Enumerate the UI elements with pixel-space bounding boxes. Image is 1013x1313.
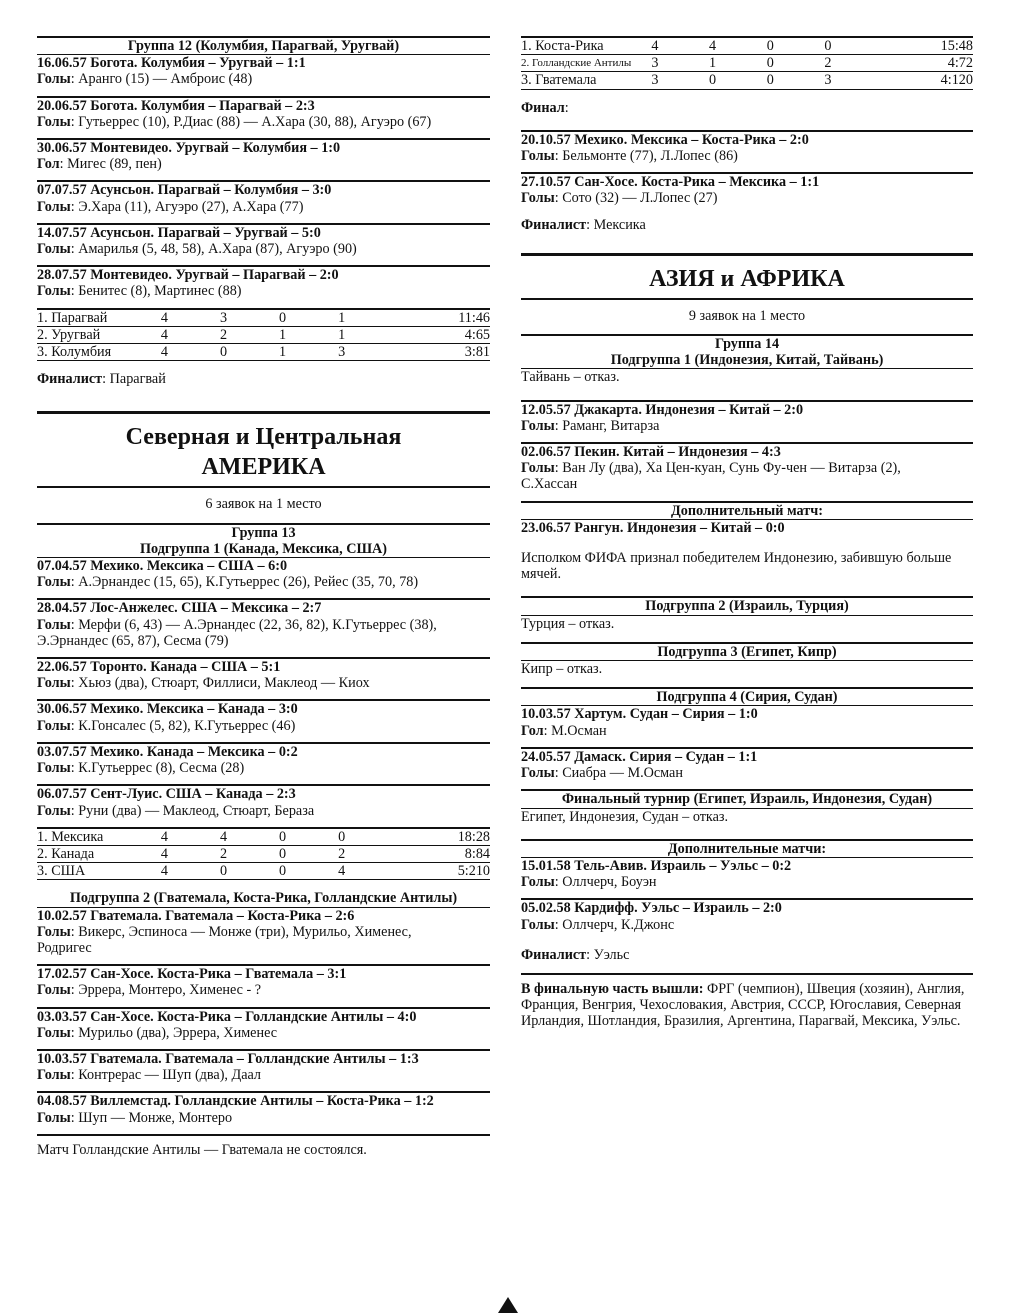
match-header: 17.02.57 Сан-Хосе. Коста-Рика – Гватемала – 3:1 — [37, 966, 347, 983]
match-header: 12.05.57 Джакарта. Индонезия – Китай – 2:0 — [521, 401, 804, 418]
played: 4 — [160, 863, 168, 880]
match-goals — [37, 1110, 490, 1126]
table-row — [521, 38, 973, 55]
match-goals — [37, 283, 490, 299]
goals-text: : К.Гутьеррес (8), Сесма (28) — [70, 760, 245, 777]
losses: 1 — [338, 309, 346, 326]
goals: 4:7 — [947, 55, 966, 72]
team-name: 2. Голландские Антилы — [521, 57, 632, 70]
match-block — [37, 742, 490, 776]
match-block — [37, 784, 490, 818]
played: 3 — [651, 55, 659, 72]
losses: 0 — [824, 38, 832, 54]
table-row — [521, 72, 973, 89]
losses: 1 — [338, 326, 346, 343]
goals-text: : Ван Лу (два), Ха Цен-куан, Сунь Фу-чен — Витарза (2), — [554, 460, 901, 477]
match-header: 23.06.57 Рангун. Индонезия – Китай – 0:0 — [521, 519, 785, 536]
qualified-list: ФРГ (чемпион), Швеция (хозяин), Англия, Франция, Венгрия, Чехословакия, Австрия, СССР, Югославия, Северная Ирландия, Шотландия, Бразилия, Аргентина, Парагвай, Мексика, Уэльс. — [521, 980, 965, 1030]
points: 1 — [482, 344, 491, 361]
match-header: 14.07.57 Асунсьон. Парагвай – Уругвай – 5:0 — [37, 224, 321, 241]
goals-label: Голы — [37, 802, 71, 819]
goals-label: Голы — [37, 198, 71, 215]
team-name: 2. Канада — [37, 845, 95, 862]
goals-text: : Оллчерч, К.Джонс — [554, 916, 675, 933]
match-block — [521, 172, 973, 206]
goals-label: Голы — [521, 148, 555, 165]
goals-label: Гол — [37, 156, 60, 173]
draws: 0 — [279, 845, 287, 862]
match-goals — [37, 982, 490, 998]
match-block — [521, 400, 973, 434]
goals-label: Голы — [521, 874, 555, 891]
goals-label: Голы — [37, 675, 71, 692]
goals: 8:8 — [464, 845, 483, 862]
goals-label: Голы — [37, 1024, 71, 1041]
match-header: 03.07.57 Мехико. Канада – Мексика – 0:2 — [37, 743, 298, 760]
match-goals — [37, 199, 490, 215]
region-subtitle: 9 заявок на 1 место — [688, 307, 806, 324]
points: 0 — [965, 72, 973, 89]
match-goals — [37, 114, 490, 130]
points: 2 — [965, 55, 973, 72]
goals: 18:2 — [457, 828, 483, 845]
match-block — [37, 657, 490, 691]
region-title: АЗИЯ и АФРИКА — [649, 265, 845, 292]
summary-block — [521, 973, 973, 1030]
match-goals — [37, 71, 490, 87]
losses: 2 — [338, 845, 346, 862]
region-subtitle: 6 заявок на 1 место — [205, 496, 322, 513]
match-block — [37, 598, 490, 649]
match-block — [37, 96, 490, 130]
goals-text: : Оллчерч, Боуэн — [554, 874, 657, 891]
team-name: 1. Коста-Рика — [521, 38, 604, 54]
losses: 3 — [824, 72, 832, 89]
match-goals — [521, 874, 973, 890]
goals-label: Голы — [37, 1067, 71, 1084]
match-header: 28.04.57 Лос-Анжелес. США – Мексика – 2:7 — [37, 600, 322, 617]
played: 4 — [160, 344, 168, 361]
subgroup-title: Подгруппа 4 (Сирия, Судан) — [521, 689, 973, 706]
match-goals — [37, 1067, 490, 1083]
qualified-teams — [521, 981, 973, 1030]
match-header: 20.10.57 Мехико. Мексика – Коста-Рика – 2:0 — [521, 131, 809, 148]
goals-label: Гол — [521, 722, 544, 739]
match-header: 06.07.57 Сент-Луис. США – Канада – 2:3 — [37, 786, 296, 803]
final-tournament-section — [521, 789, 973, 824]
points: 8 — [965, 38, 973, 54]
played: 4 — [160, 326, 168, 343]
region-title-line2: АМЕРИКА — [201, 454, 326, 481]
goals: 5:21 — [457, 863, 483, 880]
match-goals — [37, 574, 490, 590]
match-note: Матч Голландские Антилы — Гватемала не состоялся. — [37, 1141, 367, 1158]
goals-label: Голы — [521, 765, 555, 782]
goals-text: : Эррера, Монтеро, Хименес - ? — [70, 982, 262, 999]
finalist-value: : Парагвай — [102, 371, 166, 388]
goals-text: : Мерфи (6, 43) — А.Эрнандес (22, 36, 82), К.Гутьеррес (38), — [70, 616, 437, 633]
wins: 0 — [709, 72, 717, 89]
goals-text: : А.Эрнандес (15, 65), К.Гутьеррес (26), Рейес (35, 70, 78) — [70, 574, 419, 591]
losses: 3 — [338, 344, 346, 361]
played: 4 — [160, 309, 168, 326]
match-goals — [37, 924, 490, 940]
match-block — [37, 964, 490, 998]
draws: 0 — [279, 309, 287, 326]
draws: 0 — [766, 38, 774, 54]
qualified-label: В финальную часть вышли: — [521, 980, 704, 997]
match-block — [37, 1091, 490, 1125]
goals-text: : Мигес (89, пен) — [59, 156, 162, 173]
wins: 0 — [219, 863, 228, 880]
subgroup2-section — [37, 890, 490, 956]
goals-label: Голы — [521, 460, 555, 477]
goals-text: : Бенитес (8), Мартинес (88) — [70, 283, 242, 300]
match-block — [37, 1007, 490, 1041]
match-block — [37, 265, 490, 299]
match-goals — [37, 156, 490, 172]
finalist-label: Финалист — [521, 216, 587, 233]
played: 4 — [160, 845, 168, 862]
goals: 15:4 — [940, 38, 966, 54]
goals-label: Голы — [521, 916, 555, 933]
goals-label: Голы — [37, 574, 71, 591]
played: 4 — [160, 828, 168, 845]
table-row — [37, 327, 490, 344]
match-block — [521, 442, 973, 493]
team-name: 1. Мексика — [37, 828, 104, 845]
match-header: 16.06.57 Богота. Колумбия – Уругвай – 1:1 — [37, 55, 306, 72]
match-header: 07.04.57 Мехико. Мексика – США – 6:0 — [37, 558, 288, 575]
goals: 11:4 — [458, 309, 483, 326]
note-block — [37, 1134, 490, 1158]
goals-label: Голы — [37, 241, 71, 258]
goals-text: : М.Осман — [543, 722, 607, 739]
table-row — [37, 863, 490, 880]
goals-continued: С.Хассан — [521, 476, 578, 493]
goals-text: : Амарилья (5, 48, 58), А.Хара (87), Агуэро (90) — [70, 241, 357, 258]
match-header: 22.06.57 Торонто. Канада – США – 5:1 — [37, 659, 281, 676]
goals-label: Голы — [37, 760, 71, 777]
points: 4 — [482, 845, 491, 862]
subgroup4-section — [521, 687, 973, 739]
match-header: 02.06.57 Пекин. Китай – Индонезия – 4:3 — [521, 444, 781, 461]
extra-matches-section — [521, 839, 973, 891]
table-row — [37, 846, 490, 863]
divider — [521, 253, 973, 256]
goals-text: : Аранго (15) — Амброис (48) — [70, 71, 253, 88]
points: 8 — [482, 828, 491, 845]
team-name: 3. США — [37, 863, 86, 880]
draws: 1 — [279, 326, 287, 343]
team-name: 3. Колумбия — [37, 344, 112, 361]
draws: 0 — [766, 72, 774, 89]
goals-text: : Викерс, Эспиноса — Монже (три), Мурильо, Хименес, — [70, 923, 412, 940]
match-block — [37, 699, 490, 733]
finalist — [37, 371, 490, 387]
match-header: 10.02.57 Гватемала. Гватемала – Коста-Рика – 2:6 — [37, 907, 355, 924]
divider — [37, 486, 490, 488]
group13-section — [37, 523, 490, 591]
finalist — [521, 947, 973, 963]
fifa-note: Исполком ФИФА признал победителем Индонезию, забившую больше мячей. — [521, 550, 952, 583]
draws: 0 — [279, 863, 287, 880]
subgroup-title: Подгруппа 1 (Канада, Мексика, США) — [37, 541, 490, 558]
finalist-label: Финалист — [521, 946, 587, 963]
goals-text: : Шуп — Монже, Монтеро — [70, 1109, 233, 1126]
goals: 4:12 — [940, 72, 966, 89]
goals-continued: Э.Эрнандес (65, 87), Сесма (79) — [37, 632, 229, 649]
match-block — [37, 1049, 490, 1083]
match-header: 10.03.57 Гватемала. Гватемала – Голландские Антилы – 1:3 — [37, 1050, 419, 1067]
match-goals — [37, 718, 490, 734]
goals-label: Голы — [521, 190, 555, 207]
goals-text: : Хьюз (два), Стюарт, Филлиси, Маклеод — Киох — [70, 675, 370, 692]
wins: 1 — [709, 55, 717, 72]
goals-label: Голы — [37, 717, 71, 734]
goals-text: : Мурильо (два), Эррера, Хименес — [70, 1024, 278, 1041]
match-goals — [521, 148, 973, 164]
region-title-line1: Северная и Центральная — [125, 424, 402, 451]
match-header: 05.02.58 Кардифф. Уэльс – Израиль – 2:0 — [521, 900, 782, 917]
goals: 3:8 — [464, 344, 483, 361]
group14-section — [521, 334, 973, 386]
match-block — [37, 180, 490, 214]
match-goals — [37, 675, 490, 691]
match-goals — [37, 617, 490, 633]
standings-table — [37, 827, 490, 881]
right-column — [521, 36, 973, 1038]
subgroup3-section — [521, 642, 973, 677]
match-header: 10.03.57 Хартум. Судан – Сирия – 1:0 — [521, 706, 758, 723]
finalist-value: : Мексика — [586, 216, 646, 233]
goals-text: : Сото (32) — Л.Лопес (27) — [554, 190, 718, 207]
match-header: 04.08.57 Виллемстад. Голландские Антилы – Коста-Рика – 1:2 — [37, 1093, 434, 1110]
standings-table — [37, 308, 490, 362]
goals-text: : Бельмонте (77), Л.Лопес (86) — [554, 148, 738, 165]
goals-label: Голы — [37, 923, 71, 940]
match-goals — [521, 418, 973, 434]
match-block — [37, 138, 490, 172]
table-row — [521, 55, 973, 72]
goals-label: Голы — [37, 71, 71, 88]
match-block — [521, 130, 973, 164]
match-header: 03.03.57 Сан-Хосе. Коста-Рика – Голландские Антилы – 4:0 — [37, 1008, 417, 1025]
losses: 0 — [338, 828, 346, 845]
finalist-value: : Уэльс — [586, 946, 630, 963]
goals-label: Голы — [37, 283, 71, 300]
losses: 2 — [824, 55, 832, 72]
match-goals — [521, 917, 973, 933]
triangle-up-icon — [498, 1297, 518, 1313]
goals-text: : Э.Хара (11), Агуэро (27), А.Хара (77) — [70, 198, 304, 215]
goals-label: Голы — [37, 616, 71, 633]
final-tournament-note: Египет, Индонезия, Судан – отказ. — [521, 808, 729, 825]
subgroup2-section — [521, 596, 973, 631]
divider — [37, 411, 490, 414]
match-goals — [37, 760, 490, 776]
match-header: 30.06.57 Мехико. Мексика – Канада – 3:0 — [37, 701, 298, 718]
table-row — [37, 829, 490, 846]
subgroup-note: Кипр – отказ. — [521, 661, 603, 678]
match-header: 27.10.57 Сан-Хосе. Коста-Рика – Мексика – 1:1 — [521, 174, 820, 191]
goals-label: Голы — [521, 417, 555, 434]
final-label: Финал — [521, 99, 565, 116]
goals-text: : Сиабра — М.Осман — [554, 765, 683, 782]
match-goals — [521, 723, 973, 739]
team-name: 2. Уругвай — [37, 326, 101, 343]
team-name: 3. Гватемала — [521, 72, 597, 89]
wins: 2 — [219, 326, 228, 343]
final-heading — [521, 100, 973, 116]
team-name: 1. Парагвай — [37, 309, 108, 326]
match-goals — [521, 190, 973, 206]
wins: 3 — [219, 309, 228, 326]
match-block — [37, 223, 490, 257]
goals-text: : Контрерас — Шуп (два), Даал — [70, 1067, 261, 1084]
draws: 0 — [279, 828, 287, 845]
match-header: 28.07.57 Монтевидео. Уругвай – Парагвай – 2:0 — [37, 267, 339, 284]
group-title: Группа 12 (Колумбия, Парагвай, Уругвай) — [37, 38, 490, 55]
match-goals — [521, 765, 973, 781]
subgroup-note: Турция – отказ. — [521, 615, 615, 632]
finalist-label: Финалист — [37, 371, 103, 388]
points: 5 — [482, 326, 491, 343]
goals-text: : Руни (два) — Маклеод, Стюарт, Бераза — [70, 802, 315, 819]
table-row — [37, 310, 490, 327]
wins: 2 — [219, 845, 228, 862]
goals-text: : К.Гонсалес (5, 82), К.Гутьеррес (46) — [70, 717, 296, 734]
match-goals — [37, 1025, 490, 1041]
goals-text: : Гутьеррес (10), Р.Диас (88) — А.Хара (30, 88), Агуэро (67) — [70, 113, 432, 130]
match-block — [521, 747, 973, 781]
final-tournament-title: Финальный турнир (Египет, Израиль, Индонезия, Судан) — [521, 791, 973, 808]
played: 3 — [651, 72, 659, 89]
group-title: Группа 14 — [714, 336, 780, 353]
goals: 4:6 — [464, 326, 483, 343]
match-goals — [521, 460, 973, 476]
goals-text: : Раманг, Витарза — [554, 417, 660, 434]
wins: 4 — [709, 38, 717, 54]
match-header: 30.06.57 Монтевидео. Уругвай – Колумбия – 1:0 — [37, 140, 341, 157]
divider — [521, 298, 973, 300]
wins: 4 — [219, 828, 228, 845]
points: 0 — [482, 863, 491, 880]
match-header: 15.01.58 Тель-Авив. Израиль – Уэльс – 0:2 — [521, 857, 792, 874]
match-block — [521, 898, 973, 932]
table-row — [37, 344, 490, 361]
extra-match-title: Дополнительный матч: — [521, 503, 973, 520]
goals-continued: Родригес — [37, 939, 92, 956]
match-goals — [37, 803, 490, 819]
match-header: 07.07.57 Асунсьон. Парагвай – Колумбия – 3:0 — [37, 182, 332, 199]
match-header: 24.05.57 Дамаск. Сирия – Судан – 1:1 — [521, 748, 758, 765]
goals-label: Голы — [37, 1109, 71, 1126]
extra-matches-title: Дополнительные матчи: — [521, 841, 973, 858]
extra-match-block — [521, 501, 973, 583]
left-column — [37, 36, 490, 1166]
losses: 4 — [338, 863, 346, 880]
goals-label: Голы — [37, 113, 71, 130]
match-goals — [37, 241, 490, 257]
group-title: Группа 13 — [231, 524, 296, 541]
subgroup-note: Тайвань – отказ. — [521, 369, 620, 386]
subgroup-title: Подгруппа 3 (Египет, Кипр) — [521, 644, 973, 661]
goals-label: Голы — [37, 982, 71, 999]
draws: 0 — [766, 55, 774, 72]
draws: 1 — [279, 344, 287, 361]
played: 4 — [651, 38, 659, 54]
subgroup-title: Подгруппа 2 (Израиль, Турция) — [521, 598, 973, 615]
match-header: 20.06.57 Богота. Колумбия – Парагвай – 2:3 — [37, 97, 315, 114]
final-colon: : — [564, 99, 569, 116]
standings-table — [521, 36, 973, 90]
finalist — [521, 217, 973, 233]
subgroup-title: Подгруппа 2 (Гватемала, Коста-Рика, Голландские Антилы) — [37, 890, 490, 907]
group12-section — [37, 36, 490, 88]
wins: 0 — [219, 344, 228, 361]
subgroup-title: Подгруппа 1 (Индонезия, Китай, Тайвань) — [521, 352, 973, 369]
points: 6 — [482, 309, 491, 326]
